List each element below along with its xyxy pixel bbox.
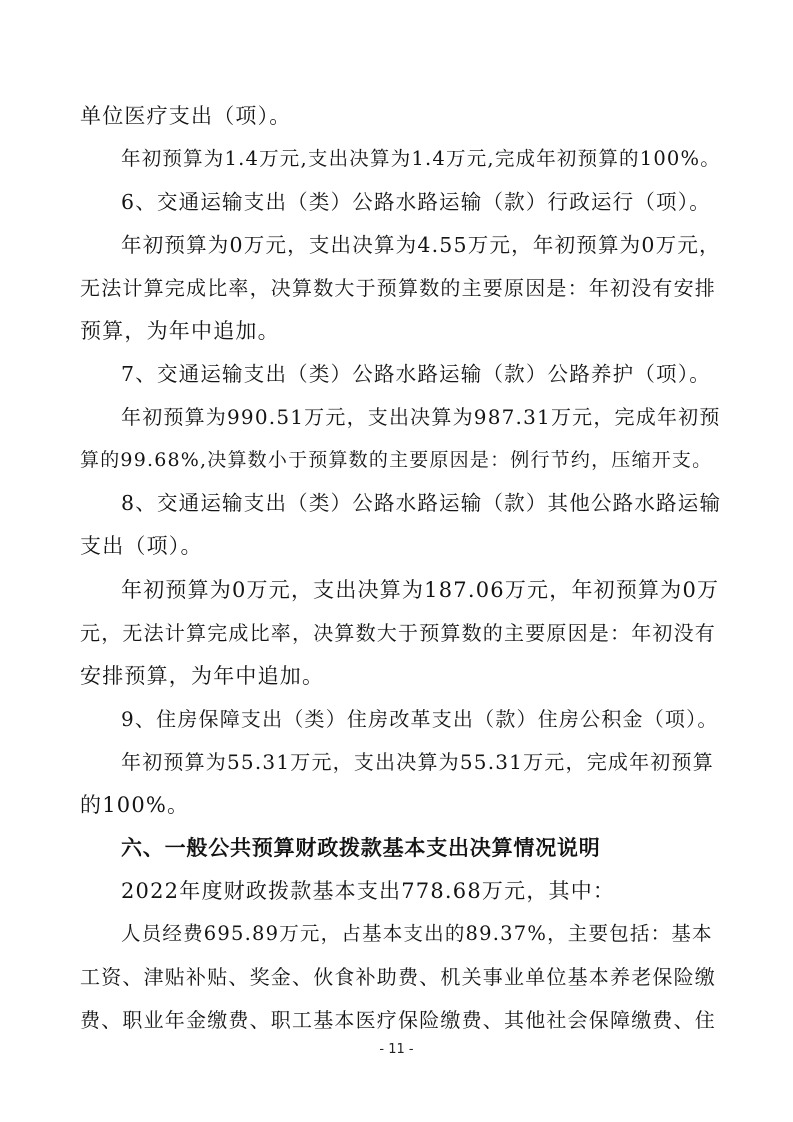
text-line: 人员经费695.89万元，占基本支出的89.37%，主要包括：基本 xyxy=(121,922,713,945)
text-line: 2022年度财政拨款基本支出778.68万元，其中： xyxy=(121,879,616,903)
text-line: 支出（项）。 xyxy=(80,534,203,558)
text-line: 无法计算完成比率，决算数大于预算数的主要原因是：年初没有安排 xyxy=(80,276,716,300)
text-line: 安排预算，为年中追加。 xyxy=(80,664,325,688)
text-line: 8、交通运输支出（类）公路水路运输（款）其他公路水路运输 xyxy=(121,491,722,515)
text-line: 年初预算为1.4万元,支出决算为1.4万元,完成年初预算的100%。 xyxy=(121,147,721,170)
section-heading: 六、一般公共预算财政拨款基本支出决算情况说明 xyxy=(121,836,601,860)
text-line: 算的99.68%,决算数小于预算数的主要原因是：例行节约，压缩开支。 xyxy=(80,449,713,471)
text-line: 年初预算为55.31万元，支出决算为55.31万元，完成年初预算 xyxy=(121,750,714,774)
text-line: 7、交通运输支出（类）公路水路运输（款）公路养护（项）。 xyxy=(121,362,711,386)
text-line: 年初预算为0万元，支出决算为4.55万元，年初预算为0万元， xyxy=(121,233,721,257)
text-line: 单位医疗支出（项）。 xyxy=(80,104,292,128)
text-line: 元，无法计算完成比率，决算数大于预算数的主要原因是：年初没有 xyxy=(80,621,716,645)
text-line: 工资、津贴补贴、奖金、伙食补助费、机关事业单位基本养老保险缴 xyxy=(80,965,716,989)
text-line: 年初预算为0万元，支出决算为187.06万元，年初预算为0万 xyxy=(121,578,720,602)
text-line: 预算，为年中追加。 xyxy=(80,319,280,343)
page-number: - 11 - xyxy=(379,1042,414,1057)
text-line: 年初预算为990.51万元，支出决算为987.31万元，完成年初预 xyxy=(121,405,721,429)
text-line: 费、职业年金缴费、职工基本医疗保险缴费、其他社会保障缴费、住 xyxy=(80,1008,716,1032)
text-line: 9、住房保障支出（类）住房改革支出（款）住房公积金（项）。 xyxy=(121,707,719,731)
text-line: 的100%。 xyxy=(80,793,190,817)
text-line: 6、交通运输支出（类）公路水路运输（款）行政运行（项）。 xyxy=(121,190,711,214)
